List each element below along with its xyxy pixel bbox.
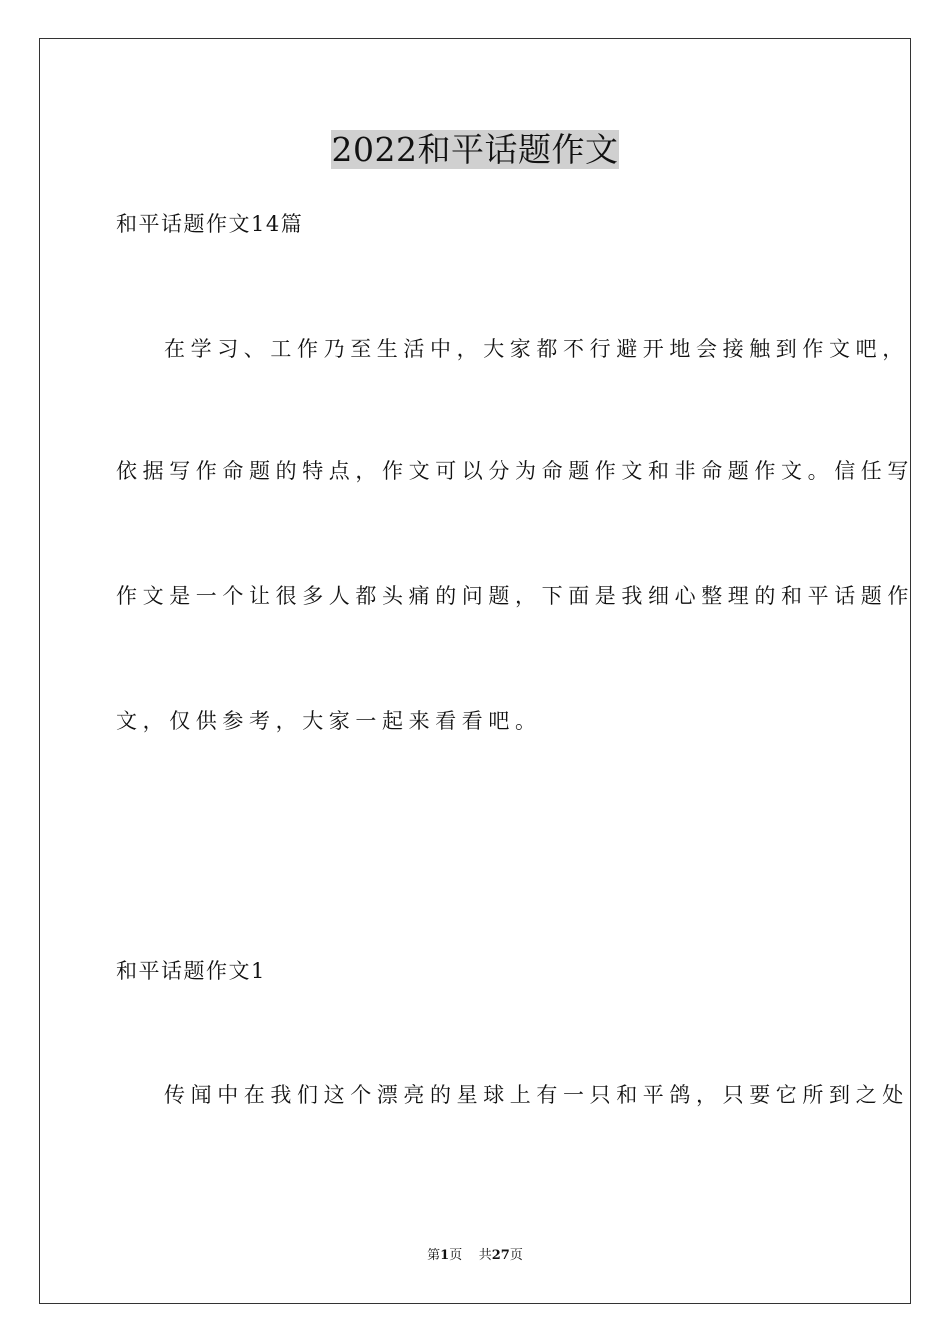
footer-total-suffix: 页: [509, 1248, 523, 1263]
footer-page-suffix: 页: [449, 1248, 463, 1263]
section-heading: 和平话题作文1: [116, 959, 266, 983]
footer-total-prefix: 共: [478, 1248, 492, 1263]
page-footer: [0, 1246, 950, 1266]
document-subtitle: 和平话题作文14篇: [116, 212, 304, 236]
footer-page-current: 1: [440, 1248, 450, 1263]
intro-line-1: 在学习、工作乃至生活中，大家都不行避开地会接触到作文吧，: [164, 337, 909, 361]
document-title: [0, 126, 950, 174]
section-line-1: 传闻中在我们这个漂亮的星球上有一只和平鸽，只要它所到之处: [164, 1083, 909, 1107]
document-title-text: 2022和平话题作文: [331, 130, 619, 169]
footer-page-total: 27: [491, 1248, 510, 1263]
intro-line-3: 作文是一个让很多人都头痛的问题，下面是我细心整理的和平话题作: [116, 584, 914, 608]
footer-page-prefix: 第: [427, 1248, 441, 1263]
intro-line-4: 文，仅供参考，大家一起来看看吧。: [116, 709, 542, 733]
intro-line-2: 依据写作命题的特点，作文可以分为命题作文和非命题作文。信任写: [116, 459, 914, 483]
